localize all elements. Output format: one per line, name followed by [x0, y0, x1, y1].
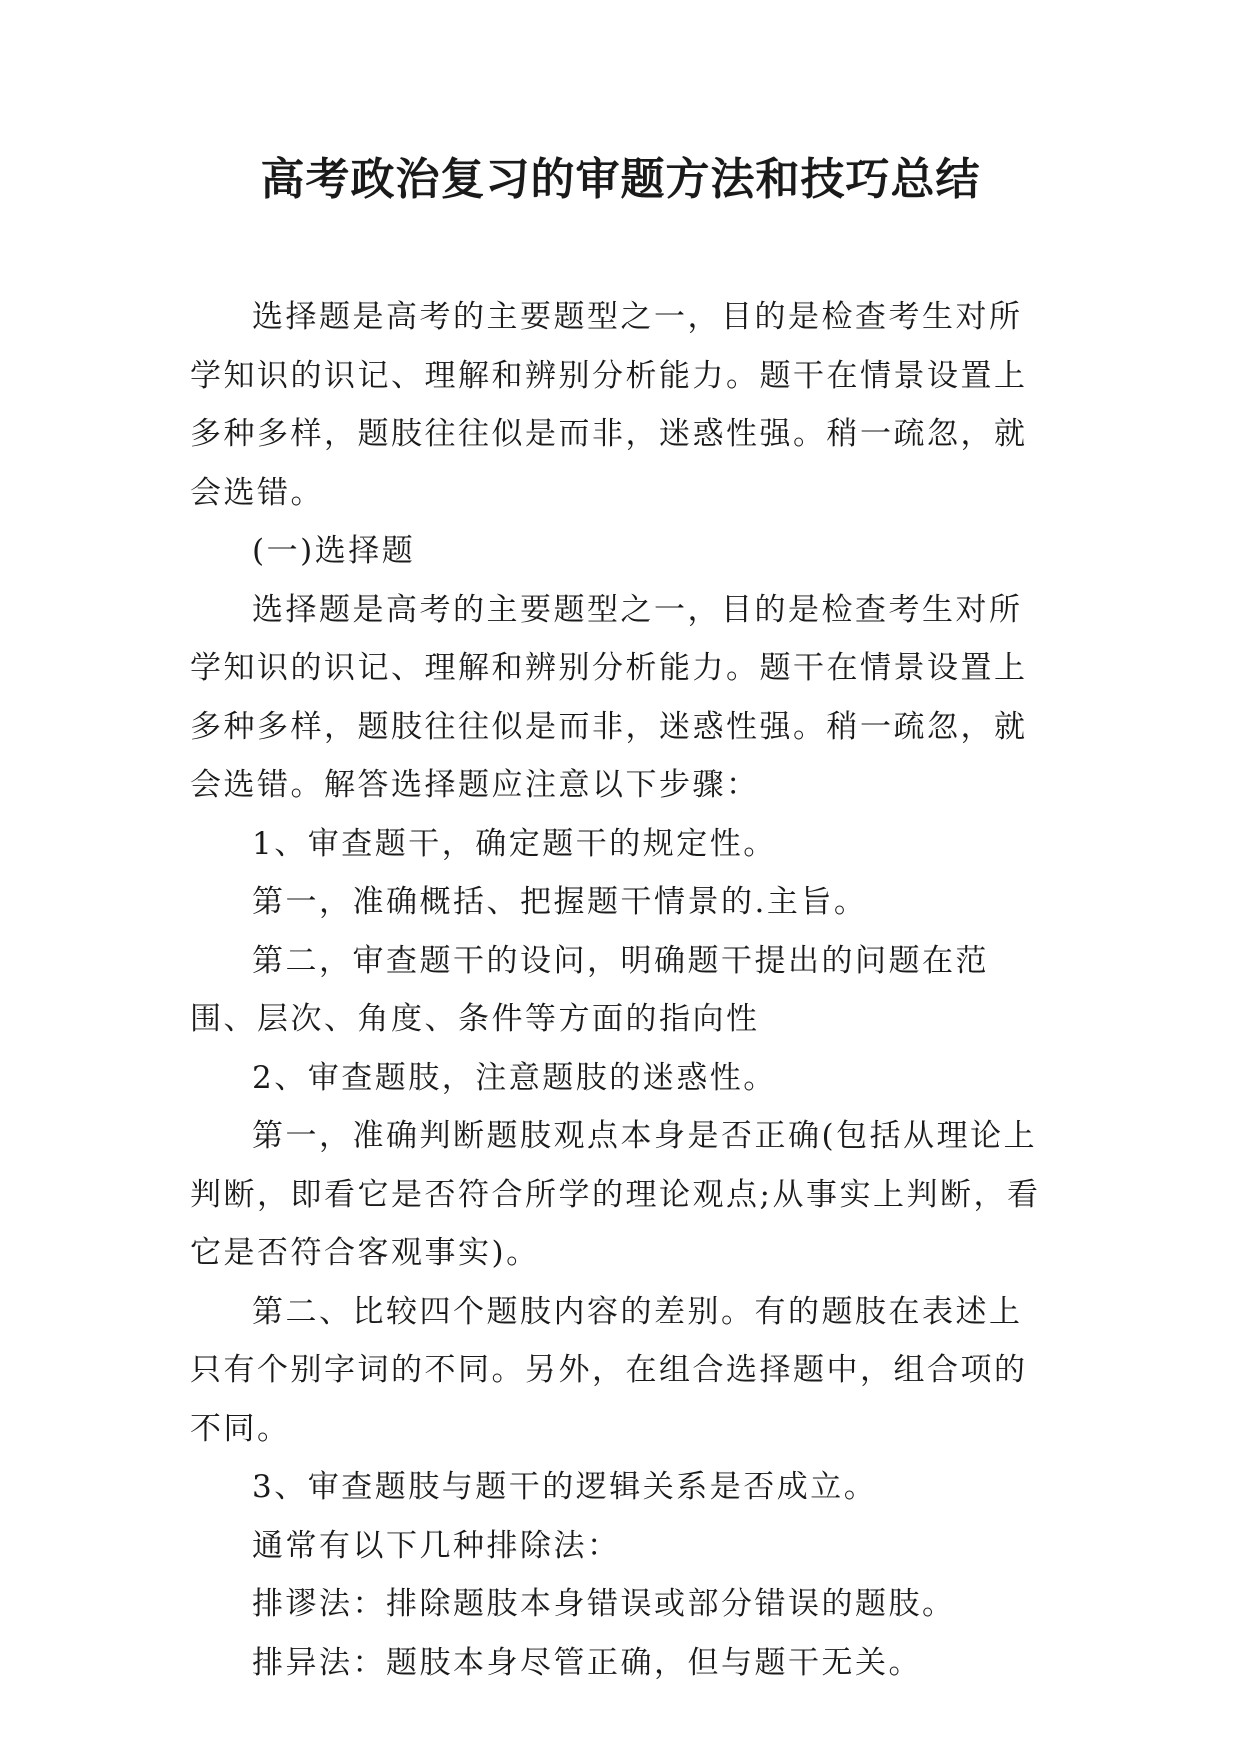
document-body: [190, 288, 1050, 1692]
step-1-point-2: 第二，审查题干的设问，明确题干提出的问题在范围、层次、角度、条件等方面的指向性: [190, 942, 989, 1037]
elimination-method-2: 排异法：题肢本身尽管正确，但与题干无关。: [252, 1644, 922, 1681]
elimination-intro: 通常有以下几种排除法：: [252, 1527, 621, 1564]
step-2-point-1: 第一，准确判断题肢观点本身是否正确(包括从理论上判断，即看它是否符合所学的理论观点;从事实上判断，看它是否符合客观事实)。: [190, 1118, 1041, 1271]
elimination-method-1: 排谬法：排除题肢本身错误或部分错误的题肢。: [252, 1586, 956, 1622]
paragraph-intro: 选择题是高考的主要题型之一，目的是检查考生对所学知识的识记、理解和辨别分析能力。题干在情景设置上多种多样，题肢往往似是而非，迷惑性强。稍一疏忽，就会选错。: [190, 299, 1028, 511]
step-1-heading: 1、审查题干，确定题干的规定性。: [252, 825, 777, 862]
step-2-heading: 2、审查题肢，注意题肢的迷惑性。: [252, 1059, 777, 1096]
step-1-point-1: 第一，准确概括、把握题干情景的.主旨。: [252, 884, 868, 920]
paragraph-choice-intro: 选择题是高考的主要题型之一，目的是检查考生对所学知识的识记、理解和辨别分析能力。题干在情景设置上多种多样，题肢往往似是而非，迷惑性强。稍一疏忽，就会选错。解答选择题应注意以下步骤：: [190, 591, 1028, 803]
section-heading-choice: (一)选择题: [252, 533, 416, 569]
step-2-point-2: 第二、比较四个题肢内容的差别。有的题肢在表述上只有个别字词的不同。另外，在组合选择题中，组合项的不同。: [190, 1293, 1028, 1447]
step-3-heading: 3、审查题肢与题干的逻辑关系是否成立。: [252, 1469, 878, 1505]
document-title: 高考政治复习的审题方法和技巧总结: [260, 154, 981, 205]
